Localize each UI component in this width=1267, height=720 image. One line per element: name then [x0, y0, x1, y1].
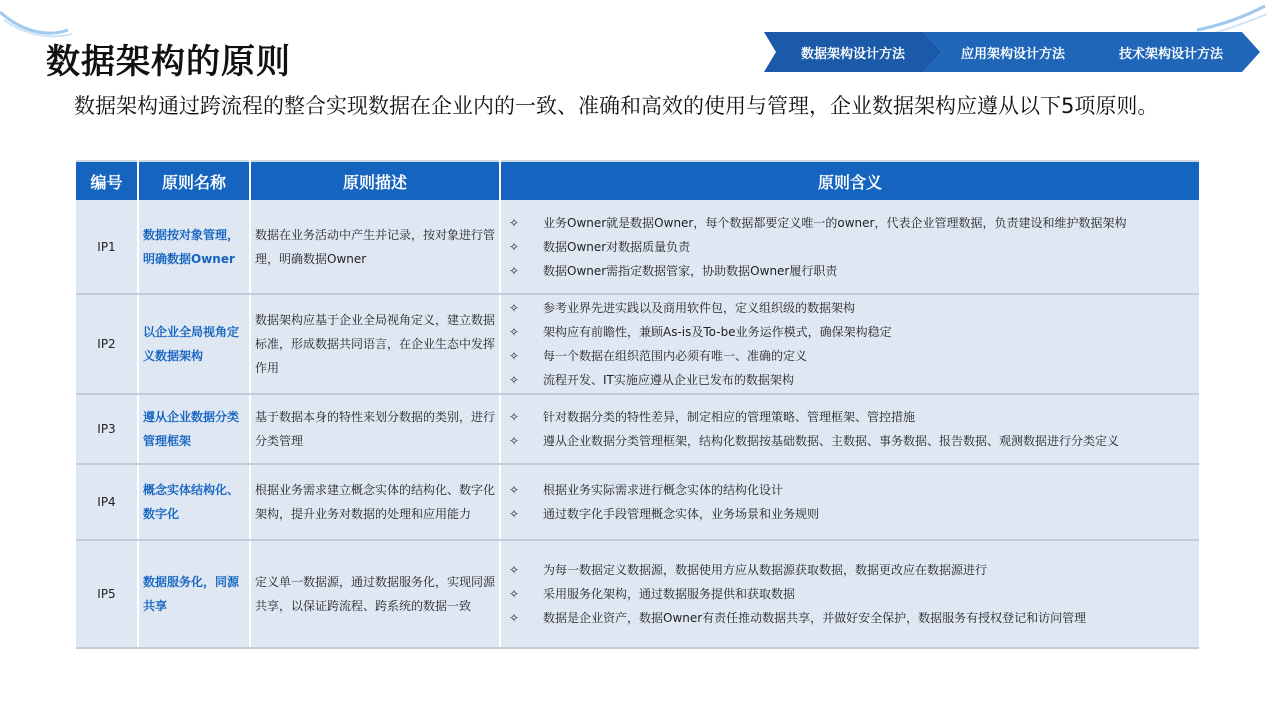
- meaning-item: [509, 405, 1195, 429]
- meaning-item: [509, 259, 1195, 283]
- table-row: [76, 200, 1199, 294]
- meaning-text: 通过数字化手段管理概念实体，业务场景和业务规则: [543, 507, 820, 521]
- principle-description: 基于数据本身的特性来划分数据的类别，进行分类管理: [250, 394, 500, 464]
- method-nav: [764, 32, 1260, 72]
- diamond-bullet-icon: ✧: [509, 434, 520, 448]
- meaning-item: [509, 344, 1195, 368]
- principle-description: 定义单一数据源，通过数据服务化，实现同源共享，以保证跨流程、跨系统的数据一致: [250, 540, 500, 648]
- meaning-item: [509, 211, 1195, 235]
- meaning-item: [509, 320, 1195, 344]
- meaning-text: 遵从企业数据分类管理框架，结构化数据按基础数据、主数据、事务数据、报告数据、观测数据进行分类定义: [543, 434, 1120, 448]
- meaning-text: 针对数据分类的特性差异，制定相应的管理策略、管理框架、管控措施: [543, 410, 916, 424]
- principle-meaning: [500, 464, 1199, 540]
- table-row: [76, 394, 1199, 464]
- principle-id: IP3: [76, 394, 138, 464]
- meaning-text: 每一个数据在组织范围内必须有唯一、准确的定义: [543, 349, 808, 363]
- column-header-description: 原则描述: [250, 161, 500, 200]
- table-row: [76, 464, 1199, 540]
- diamond-bullet-icon: ✧: [509, 325, 520, 339]
- meaning-list: [505, 296, 1195, 392]
- principle-id: IP5: [76, 540, 138, 648]
- table-body: [76, 200, 1199, 648]
- column-header-name: 原则名称: [138, 161, 250, 200]
- meaning-text: 数据Owner需指定数据管家，协助数据Owner履行职责: [543, 263, 838, 278]
- diamond-bullet-icon: ✧: [509, 611, 520, 625]
- intro-text: 数据架构通过跨流程的整合实现数据在企业内的一致、准确和高效的使用与管理，企业数据架构应遵从以下5项原则。: [74, 94, 1159, 118]
- principle-meaning: [500, 294, 1199, 394]
- meaning-text: 数据Owner对数据质量负责: [543, 239, 691, 254]
- meaning-item: [509, 582, 1195, 606]
- principles-table: [76, 160, 1199, 649]
- column-header-id: 编号: [76, 161, 138, 200]
- nav-application-architecture[interactable]: [924, 32, 1102, 72]
- meaning-text: 数据是企业资产，数据Owner有责任推动数据共享，并做好安全保护，数据服务有授权登记和访问管理: [543, 611, 1087, 625]
- diamond-bullet-icon: ✧: [509, 349, 520, 363]
- principle-description: 数据在业务活动中产生并记录，按对象进行管理，明确数据Owner: [250, 200, 500, 294]
- principle-id: IP1: [76, 200, 138, 294]
- diamond-bullet-icon: ✧: [509, 215, 520, 230]
- diamond-bullet-icon: ✧: [509, 483, 520, 497]
- principle-id: IP4: [76, 464, 138, 540]
- meaning-text: 根据业务实际需求进行概念实体的结构化设计: [543, 483, 784, 497]
- principle-id: IP2: [76, 294, 138, 394]
- meaning-item: [509, 429, 1195, 453]
- table-row: [76, 294, 1199, 394]
- principle-name: 遵从企业数据分类管理框架: [138, 394, 250, 464]
- meaning-item: [509, 606, 1195, 630]
- table-header-row: [76, 161, 1199, 200]
- diamond-bullet-icon: ✧: [509, 507, 520, 521]
- principle-description: 根据业务需求建立概念实体的结构化、数字化架构，提升业务对数据的处理和应用能力: [250, 464, 500, 540]
- meaning-item: [509, 558, 1195, 582]
- page-title: 数据架构的原则: [46, 42, 291, 82]
- diamond-bullet-icon: ✧: [509, 263, 520, 278]
- principle-meaning: [500, 394, 1199, 464]
- meaning-text: 架构应有前瞻性，兼顾As-is及To-be业务运作模式，确保架构稳定: [543, 325, 892, 339]
- diamond-bullet-icon: ✧: [509, 239, 520, 254]
- principle-name: 数据按对象管理，明确数据Owner: [138, 200, 250, 294]
- meaning-text: 业务Owner就是数据Owner，每个数据都要定义唯一的owner，代表企业管理数据，负责建设和维护数据架构: [543, 215, 1127, 230]
- meaning-item: [509, 478, 1195, 502]
- meaning-list: [505, 211, 1195, 283]
- table-row: [76, 540, 1199, 648]
- principle-meaning: [500, 200, 1199, 294]
- column-header-meaning: 原则含义: [500, 161, 1199, 200]
- meaning-list: [505, 478, 1195, 526]
- nav-data-architecture[interactable]: [764, 32, 942, 72]
- meaning-list: [505, 558, 1195, 630]
- nav-label: 技术架构设计方法: [1118, 46, 1223, 62]
- meaning-text: 为每一数据定义数据源，数据使用方应从数据源获取数据，数据更改应在数据源进行: [543, 563, 988, 577]
- diamond-bullet-icon: ✧: [509, 410, 520, 424]
- diamond-bullet-icon: ✧: [509, 587, 520, 601]
- principle-name: 概念实体结构化、数字化: [138, 464, 250, 540]
- diamond-bullet-icon: ✧: [509, 301, 520, 315]
- meaning-text: 参考业界先进实践以及商用软件包，定义组织级的数据架构: [543, 301, 856, 315]
- nav-label: 数据架构设计方法: [800, 46, 905, 62]
- meaning-text: 采用服务化架构，通过数据服务提供和获取数据: [543, 587, 796, 601]
- principle-name: 数据服务化，同源共享: [138, 540, 250, 648]
- diamond-bullet-icon: ✧: [509, 373, 520, 387]
- principle-meaning: [500, 540, 1199, 648]
- meaning-item: [509, 368, 1195, 392]
- principle-name: 以企业全局视角定义数据架构: [138, 294, 250, 394]
- principle-description: 数据架构应基于企业全局视角定义，建立数据标准，形成数据共同语言，在企业生态中发挥作用: [250, 294, 500, 394]
- diamond-bullet-icon: ✧: [509, 563, 520, 577]
- nav-technology-architecture[interactable]: [1082, 32, 1260, 72]
- meaning-text: 流程开发、IT实施应遵从企业已发布的数据架构: [543, 373, 794, 387]
- meaning-item: [509, 502, 1195, 526]
- meaning-list: [505, 405, 1195, 453]
- meaning-item: [509, 296, 1195, 320]
- nav-label: 应用架构设计方法: [960, 46, 1065, 62]
- meaning-item: [509, 235, 1195, 259]
